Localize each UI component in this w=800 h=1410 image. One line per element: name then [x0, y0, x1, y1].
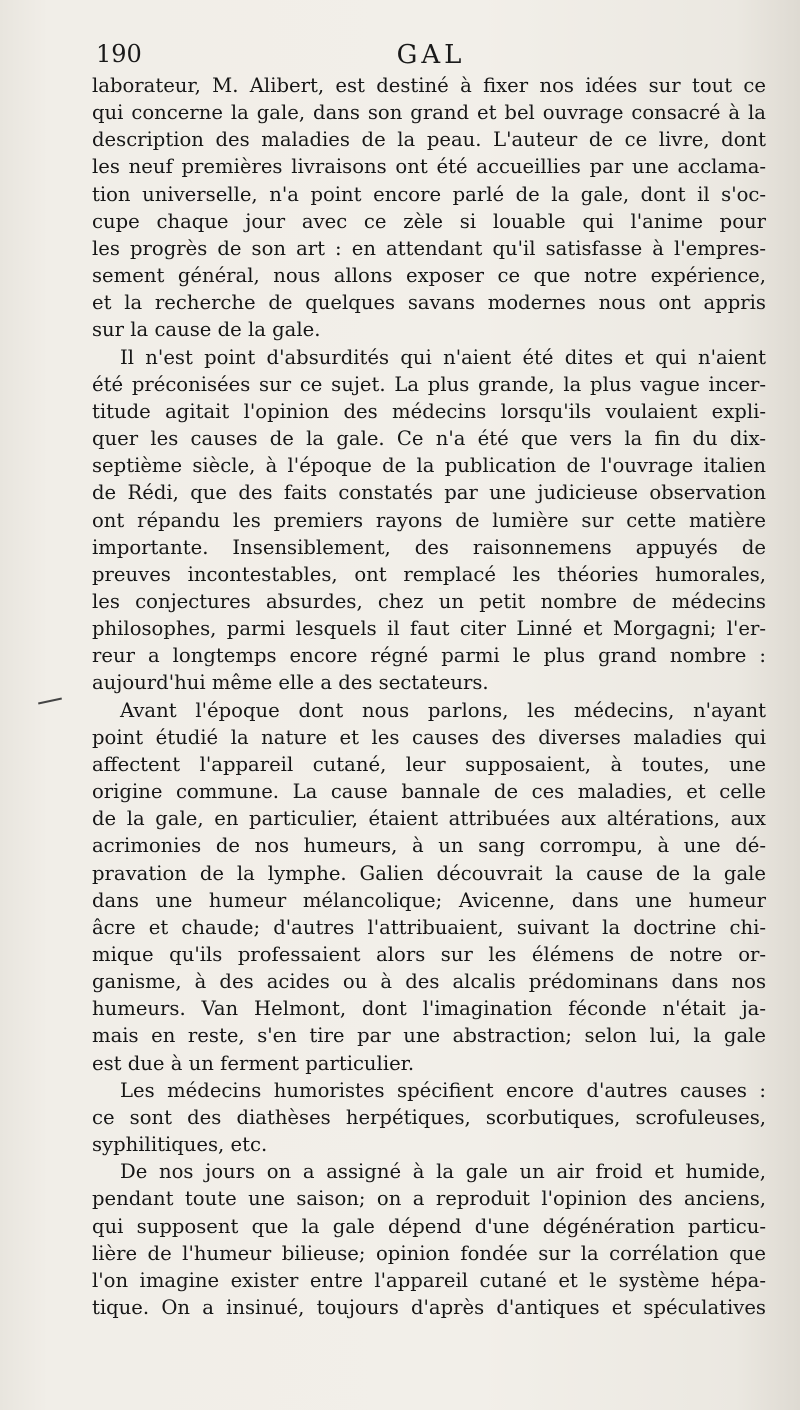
paragraph: [92, 344, 766, 697]
text-line: de Rédi, que des faits constatés par une judicieuse observation: [92, 481, 766, 505]
text-line: Les médecins humoristes spécifient encore d'autres causes :: [120, 1078, 766, 1102]
text-line: ce sont des diathèses herpétiques, scorbutiques, scrofuleuses,: [92, 1105, 766, 1129]
text-line: qui supposent que la gale dépend d'une dégénération particu-: [92, 1214, 766, 1238]
text-line: origine commune. La cause bannale de ces maladies, et celle: [92, 780, 766, 804]
text-line: aujourd'hui même elle a des sectateurs.: [92, 671, 489, 695]
text-line: philosophes, parmi lesquels il faut citer Linné et Morgagni; l'er-: [92, 617, 766, 641]
page-number: 190: [96, 40, 142, 68]
text-line: lière de l'humeur bilieuse; opinion fondée sur la corrélation que: [92, 1241, 766, 1265]
paragraph: [92, 1077, 766, 1158]
text-line: description des maladies de la peau. L'auteur de ce livre, dont: [92, 128, 766, 152]
text-line: est due à un ferment particulier.: [92, 1051, 415, 1075]
text-line: preuves incontestables, ont remplacé les théories humorales,: [92, 562, 766, 586]
text-line: De nos jours on a assigné à la gale un air froid et humide,: [120, 1160, 766, 1184]
text-line: Il n'est point d'absurdités qui n'aient été dites et qui n'aient: [120, 345, 766, 369]
paragraph: [92, 697, 766, 1077]
text-line: l'on imagine exister entre l'appareil cutané et le système hépa-: [92, 1268, 766, 1292]
text-line: les neuf premières livraisons ont été accueillies par une acclama-: [92, 155, 766, 179]
text-line: mique qu'ils professaient alors sur les élémens de notre or-: [92, 943, 766, 966]
text-line: reur a longtemps encore régné parmi le plus grand nombre :: [92, 644, 766, 668]
text-line: laborateur, M. Alibert, est destiné à fixer nos idées sur tout ce: [92, 74, 766, 97]
body-text: [92, 72, 766, 1321]
text-line: tique. On a insinué, toujours d'après d'antiques et spéculatives: [92, 1296, 766, 1320]
text-line: ont répandu les premiers rayons de lumière sur cette matière: [92, 508, 766, 532]
text-line: acrimonies de nos humeurs, à un sang corrompu, à une dé-: [92, 834, 766, 858]
paragraph: [92, 1158, 766, 1321]
text-line: sur la cause de la gale.: [92, 318, 321, 342]
text-line: point étudié la nature et les causes des diverses maladies qui: [92, 725, 766, 749]
paragraph: [92, 72, 766, 344]
text-line: qui concerne la gale, dans son grand et bel ouvrage consacré à la: [92, 101, 766, 125]
text-line: les conjectures absurdes, chez un petit nombre de médecins: [92, 589, 766, 613]
page-header: [92, 40, 770, 74]
text-line: Avant l'époque dont nous parlons, les médecins, n'ayant: [120, 698, 766, 722]
text-line: syphilitiques, etc.: [92, 1133, 268, 1157]
text-line: pravation de la lymphe. Galien découvrait la cause de la gale: [92, 861, 766, 885]
text-line: âcre et chaude; d'autres l'attribuaient, suivant la doctrine chi-: [92, 915, 766, 939]
text-line: dans une humeur mélancolique; Avicenne, dans une humeur: [92, 888, 766, 912]
text-line: cupe chaque jour avec ce zèle si louable qui l'anime pour: [92, 209, 766, 233]
text-line: été préconisées sur ce sujet. La plus grande, la plus vague incer-: [92, 372, 766, 396]
text-line: tion universelle, n'a point encore parlé de la gale, dont il s'oc-: [92, 182, 766, 206]
text-line: et la recherche de quelques savans modernes nous ont appris: [92, 291, 766, 315]
running-head: GAL: [396, 40, 466, 70]
text-line: mais en reste, s'en tire par une abstraction; selon lui, la gale: [92, 1024, 766, 1048]
text-line: pendant toute une saison; on a reproduit l'opinion des anciens,: [92, 1187, 766, 1211]
text-line: importante. Insensiblement, des raisonnemens appuyés de: [92, 535, 766, 559]
text-line: affectent l'appareil cutané, leur supposaient, à toutes, une: [92, 752, 766, 776]
text-line: les progrès de son art : en attendant qu'il satisfasse à l'empres-: [92, 236, 766, 260]
text-line: humeurs. Van Helmont, dont l'imagination féconde n'était ja-: [92, 997, 766, 1021]
text-line: titude agitait l'opinion des médecins lorsqu'ils voulaient expli-: [92, 399, 766, 423]
text-line: septième siècle, à l'époque de la publication de l'ouvrage italien: [92, 454, 766, 478]
text-line: ganisme, à des acides ou à des alcalis prédominans dans nos: [92, 970, 766, 994]
text-line: de la gale, en particulier, étaient attribuées aux altérations, aux: [92, 807, 766, 831]
margin-pen-mark: [38, 698, 62, 705]
text-line: quer les causes de la gale. Ce n'a été que vers la fin du dix-: [92, 427, 766, 451]
text-line: sement général, nous allons exposer ce que notre expérience,: [92, 264, 766, 288]
